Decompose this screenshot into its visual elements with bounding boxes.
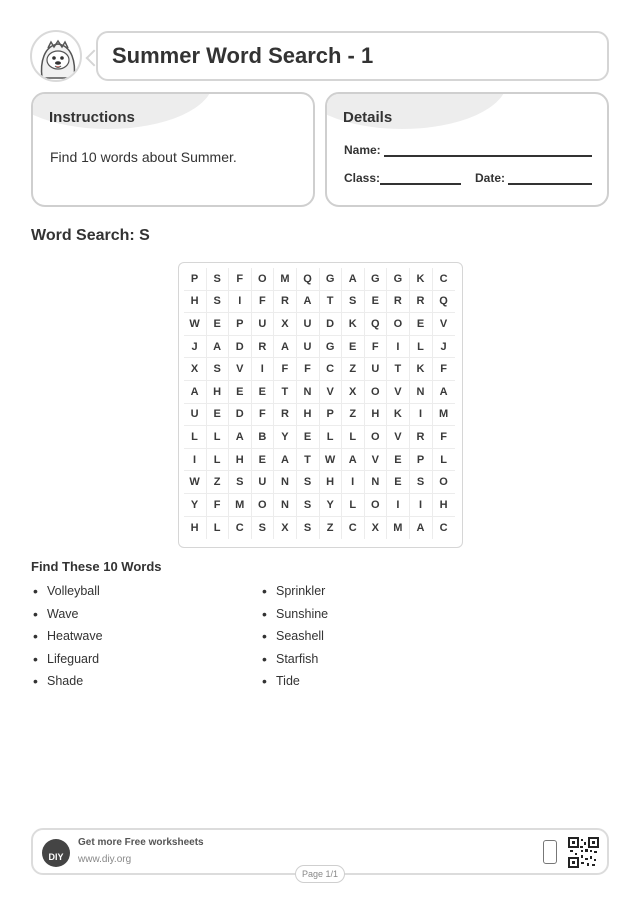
qr-code-icon[interactable] <box>568 837 599 868</box>
word-list-item: • Tide <box>260 670 328 693</box>
grid-cell[interactable]: A <box>342 268 365 291</box>
grid-cell[interactable]: K <box>410 358 433 381</box>
word-search-grid-frame <box>178 262 463 548</box>
grid-cell[interactable]: X <box>274 517 297 540</box>
word-search-heading: Word Search: S <box>31 227 150 244</box>
grid-cell[interactable]: S <box>297 471 320 494</box>
grid-cell[interactable]: P <box>320 404 343 427</box>
grid-cell[interactable]: G <box>365 268 388 291</box>
grid-cell[interactable]: E <box>252 381 275 404</box>
grid-cell[interactable]: T <box>274 381 297 404</box>
title-bubble <box>96 31 609 81</box>
word-list-item: • Wave <box>31 603 103 626</box>
grid-cell[interactable]: C <box>229 517 252 540</box>
class-field[interactable] <box>380 183 461 185</box>
grid-cell[interactable]: W <box>184 313 207 336</box>
grid-cell[interactable]: A <box>207 336 230 359</box>
grid-cell[interactable]: E <box>252 449 275 472</box>
grid-cell[interactable]: S <box>207 291 230 314</box>
grid-cell[interactable]: H <box>365 404 388 427</box>
grid-cell[interactable]: E <box>410 313 433 336</box>
word-list-left <box>31 580 103 693</box>
logo-text: DIY <box>48 852 64 862</box>
class-label: Class: <box>344 171 381 185</box>
page-indicator: Page 1/1 <box>295 865 345 883</box>
grid-cell[interactable]: X <box>365 517 388 540</box>
grid-cell[interactable]: I <box>342 471 365 494</box>
grid-cell[interactable]: Z <box>342 404 365 427</box>
grid-cell[interactable]: N <box>274 494 297 517</box>
grid-cell[interactable]: C <box>433 268 456 291</box>
grid-cell[interactable]: K <box>342 313 365 336</box>
grid-cell[interactable]: O <box>433 471 456 494</box>
grid-cell[interactable]: A <box>274 449 297 472</box>
grid-cell[interactable]: L <box>207 517 230 540</box>
grid-cell[interactable]: Q <box>433 291 456 314</box>
grid-cell[interactable]: A <box>433 381 456 404</box>
grid-cell[interactable]: C <box>320 358 343 381</box>
grid-cell[interactable]: R <box>274 291 297 314</box>
grid-cell[interactable]: T <box>297 449 320 472</box>
grid-cell[interactable]: O <box>387 313 410 336</box>
grid-cell[interactable]: E <box>229 381 252 404</box>
grid-cell[interactable]: I <box>252 358 275 381</box>
instructions-text: Find 10 words about Summer. <box>50 149 237 165</box>
grid-cell[interactable]: H <box>184 291 207 314</box>
grid-cell[interactable]: F <box>365 336 388 359</box>
grid-cell[interactable]: J <box>184 336 207 359</box>
grid-cell[interactable]: F <box>252 291 275 314</box>
grid-cell[interactable]: W <box>184 471 207 494</box>
grid-cell[interactable]: A <box>184 381 207 404</box>
grid-cell[interactable]: R <box>387 291 410 314</box>
grid-cell[interactable]: P <box>184 268 207 291</box>
grid-cell[interactable]: M <box>229 494 252 517</box>
grid-cell[interactable]: U <box>365 358 388 381</box>
grid-cell[interactable]: V <box>433 313 456 336</box>
grid-cell[interactable]: C <box>342 517 365 540</box>
grid-cell[interactable]: Q <box>297 268 320 291</box>
grid-cell[interactable]: Y <box>320 494 343 517</box>
grid-cell[interactable]: T <box>387 358 410 381</box>
grid-cell[interactable]: X <box>342 381 365 404</box>
grid-cell[interactable]: U <box>184 404 207 427</box>
grid-cell[interactable]: Y <box>274 426 297 449</box>
word-list-item: • Shade <box>31 670 103 693</box>
grid-cell[interactable]: G <box>320 268 343 291</box>
grid-cell[interactable]: L <box>342 426 365 449</box>
grid-cell[interactable]: Z <box>207 471 230 494</box>
grid-cell[interactable]: O <box>365 494 388 517</box>
footer-promo-text: Get more Free worksheets <box>78 837 204 848</box>
grid-cell[interactable]: U <box>252 313 275 336</box>
word-list-item: • Heatwave <box>31 625 103 648</box>
grid-cell[interactable]: S <box>297 517 320 540</box>
grid-cell[interactable]: M <box>387 517 410 540</box>
grid-cell[interactable]: L <box>410 336 433 359</box>
grid-cell[interactable]: Z <box>342 358 365 381</box>
phone-icon <box>543 840 557 864</box>
grid-cell[interactable]: S <box>229 471 252 494</box>
grid-cell[interactable]: D <box>320 313 343 336</box>
grid-cell[interactable]: V <box>387 381 410 404</box>
grid-cell[interactable]: F <box>252 404 275 427</box>
grid-cell[interactable]: A <box>229 426 252 449</box>
details-box <box>325 92 609 207</box>
word-search-grid <box>184 268 457 539</box>
grid-cell[interactable]: E <box>297 426 320 449</box>
grid-cell[interactable]: U <box>252 471 275 494</box>
grid-cell[interactable]: H <box>184 517 207 540</box>
grid-cell[interactable]: F <box>207 494 230 517</box>
grid-cell[interactable]: D <box>229 404 252 427</box>
grid-cell[interactable]: R <box>410 291 433 314</box>
grid-cell[interactable]: S <box>342 291 365 314</box>
grid-cell[interactable]: Z <box>320 517 343 540</box>
name-field[interactable] <box>384 155 592 157</box>
grid-cell[interactable]: F <box>433 358 456 381</box>
grid-cell[interactable]: E <box>387 449 410 472</box>
grid-cell[interactable]: L <box>207 449 230 472</box>
grid-cell[interactable]: G <box>320 336 343 359</box>
footer-website-link[interactable]: www.diy.org <box>78 854 132 865</box>
grid-cell[interactable]: M <box>274 268 297 291</box>
mascot-avatar-icon <box>30 30 82 82</box>
word-list-item: • Volleyball <box>31 580 103 603</box>
grid-cell[interactable]: N <box>365 471 388 494</box>
grid-cell[interactable]: I <box>184 449 207 472</box>
grid-cell[interactable]: D <box>229 336 252 359</box>
grid-cell[interactable]: L <box>342 494 365 517</box>
word-list-item: • Sprinkler <box>260 580 328 603</box>
grid-cell[interactable]: S <box>252 517 275 540</box>
grid-cell[interactable]: O <box>365 426 388 449</box>
grid-cell[interactable]: T <box>320 291 343 314</box>
grid-cell[interactable]: H <box>320 471 343 494</box>
grid-cell[interactable]: U <box>297 313 320 336</box>
grid-cell[interactable]: H <box>433 494 456 517</box>
grid-cell[interactable]: N <box>274 471 297 494</box>
details-title: Details <box>343 109 393 126</box>
grid-cell[interactable]: M <box>433 404 456 427</box>
grid-cell[interactable]: L <box>320 426 343 449</box>
grid-cell[interactable]: F <box>297 358 320 381</box>
word-list-item: • Sunshine <box>260 603 328 626</box>
grid-cell[interactable]: L <box>433 449 456 472</box>
grid-cell[interactable]: H <box>207 381 230 404</box>
name-label: Name: <box>344 143 381 157</box>
word-list-heading: Find These 10 Words <box>31 559 162 574</box>
word-list-right <box>260 580 328 693</box>
grid-cell[interactable]: L <box>207 426 230 449</box>
grid-cell[interactable]: C <box>439 521 449 534</box>
grid-cell[interactable]: X <box>274 313 297 336</box>
grid-cell[interactable]: E <box>342 336 365 359</box>
grid-cell[interactable]: A <box>297 291 320 314</box>
grid-cell[interactable]: O <box>252 268 275 291</box>
instructions-box <box>31 92 315 207</box>
grid-cell[interactable]: N <box>410 381 433 404</box>
grid-cell[interactable]: B <box>252 426 275 449</box>
word-list-item: • Starfish <box>260 648 328 671</box>
page-title: Summer Word Search - 1 <box>112 43 374 68</box>
grid-cell[interactable]: K <box>410 268 433 291</box>
grid-cell[interactable]: X <box>184 358 207 381</box>
grid-cell[interactable]: A <box>410 517 433 540</box>
grid-cell[interactable]: W <box>320 449 343 472</box>
grid-cell[interactable]: F <box>229 268 252 291</box>
grid-cell[interactable]: P <box>410 449 433 472</box>
grid-cell[interactable]: O <box>252 494 275 517</box>
grid-cell[interactable]: I <box>410 494 433 517</box>
word-list-item: • Lifeguard <box>31 648 103 671</box>
grid-cell[interactable]: I <box>387 336 410 359</box>
grid-cell[interactable]: E <box>365 291 388 314</box>
grid-cell[interactable]: R <box>252 336 275 359</box>
grid-cell[interactable]: V <box>229 358 252 381</box>
grid-cell[interactable]: V <box>365 449 388 472</box>
grid-cell[interactable]: E <box>207 404 230 427</box>
grid-cell[interactable]: I <box>229 291 252 314</box>
grid-cell[interactable]: S <box>207 358 230 381</box>
grid-cell[interactable]: O <box>365 381 388 404</box>
grid-cell[interactable]: A <box>342 449 365 472</box>
grid-cell[interactable]: A <box>274 336 297 359</box>
grid-cell[interactable]: R <box>274 404 297 427</box>
grid-cell[interactable]: J <box>433 336 456 359</box>
grid-cell[interactable]: F <box>274 358 297 381</box>
grid-cell[interactable]: E <box>387 471 410 494</box>
grid-cell[interactable]: U <box>297 336 320 359</box>
grid-cell[interactable]: N <box>297 381 320 404</box>
grid-cell[interactable]: H <box>229 449 252 472</box>
word-list-item: • Seashell <box>260 625 328 648</box>
date-field[interactable] <box>508 183 592 185</box>
grid-cell[interactable]: V <box>387 426 410 449</box>
grid-cell[interactable]: I <box>410 404 433 427</box>
grid-cell[interactable]: H <box>297 404 320 427</box>
instructions-title: Instructions <box>49 109 135 126</box>
grid-cell[interactable]: F <box>433 426 456 449</box>
grid-cell[interactable]: E <box>207 313 230 336</box>
grid-cell[interactable]: R <box>410 426 433 449</box>
grid-cell[interactable]: L <box>184 426 207 449</box>
date-label: Date: <box>475 171 506 185</box>
grid-cell[interactable]: I <box>387 494 410 517</box>
grid-cell[interactable]: P <box>229 313 252 336</box>
grid-cell[interactable]: Y <box>184 494 207 517</box>
grid-cell[interactable]: K <box>387 404 410 427</box>
diy-logo-icon[interactable] <box>42 839 70 867</box>
grid-cell[interactable]: S <box>410 471 433 494</box>
grid-cell[interactable]: Q <box>365 313 388 336</box>
grid-cell[interactable]: V <box>320 381 343 404</box>
grid-cell[interactable]: G <box>387 268 410 291</box>
grid-cell[interactable]: S <box>297 494 320 517</box>
grid-cell[interactable]: S <box>207 268 230 291</box>
